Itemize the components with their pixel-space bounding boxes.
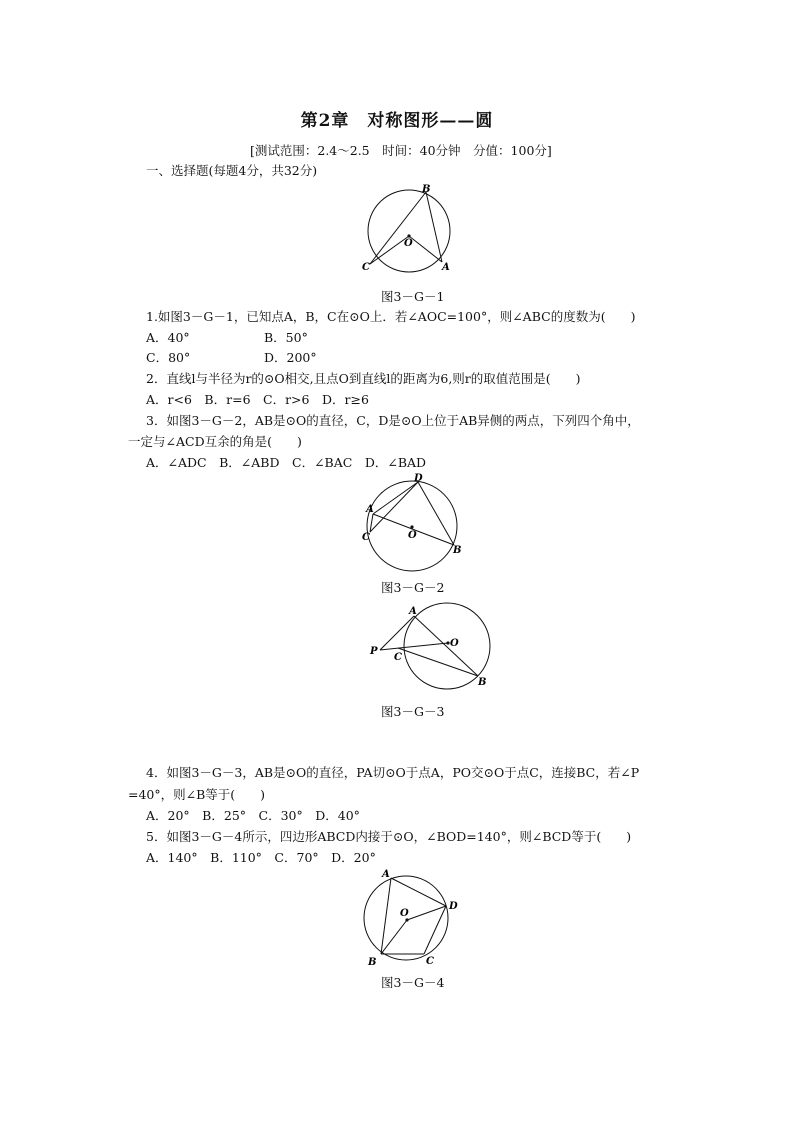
figure-3-g-1	[360, 184, 480, 294]
label-c: C	[362, 532, 370, 543]
figure-2-caption: 图3－G－2	[381, 580, 445, 595]
figure-1-caption: 图3－G－1	[381, 289, 445, 304]
question-2-stem: 2．直线l与半径为r的⊙O相交,且点O到直线l的距离为6,则r的取值范围是( )	[146, 371, 581, 386]
question-3-options: A．∠ADC B．∠ABD C．∠BAC D．∠BAD	[146, 455, 427, 470]
segment-cb	[398, 648, 478, 676]
question-2-options: A．r<6 B．r=6 C．r>6 D．r≥6	[146, 392, 369, 407]
segment-bc	[370, 192, 426, 264]
segment-cd	[370, 482, 418, 532]
question-5-options: A．140° B．110° C．70° D．20°	[146, 850, 376, 865]
question-4-stem-line2: =40°，则∠B等于( )	[128, 787, 266, 802]
label-c: C	[362, 262, 370, 273]
label-b: B	[453, 545, 462, 556]
question-1-stem: 1.如图3－G－1，已知点A，B，C在⊙O上．若∠AOC=100°，则∠ABC的度数为( )	[146, 309, 636, 324]
question-3-stem-line1: 3．如图3－G－2，AB是⊙O的直径，C，D是⊙O上位于AB异侧的两点，下列四个角中，	[146, 413, 640, 428]
label-d: D	[414, 473, 423, 484]
circle	[368, 190, 450, 272]
center-point	[410, 525, 413, 528]
segment-pa	[380, 616, 414, 650]
segment-ad	[373, 482, 418, 514]
figure-3-g-4	[358, 868, 468, 968]
section-heading: 一、选择题(每题4分，共32分)	[146, 163, 318, 178]
label-o: O	[408, 530, 417, 541]
label-c: C	[426, 956, 434, 967]
segment-po	[380, 643, 448, 650]
question-1-option-b: B．50°	[264, 330, 308, 345]
label-a: A	[409, 606, 417, 617]
question-1-option-a: A．40°	[146, 330, 190, 345]
label-d: D	[449, 901, 458, 912]
question-1-option-d: D．200°	[264, 350, 317, 365]
question-3-stem-line2: 一定与∠ACD互余的角是( )	[128, 434, 302, 449]
label-a: A	[442, 262, 450, 273]
figure-3-g-2	[360, 472, 470, 572]
segment-db	[418, 482, 454, 545]
label-a: A	[382, 869, 390, 880]
label-o: O	[400, 908, 409, 919]
question-1-option-c: C．80°	[146, 350, 191, 365]
label-b: B	[368, 957, 377, 968]
label-c: C	[394, 652, 402, 663]
label-o: O	[404, 238, 413, 249]
label-o: O	[450, 638, 459, 649]
label-b: B	[422, 184, 431, 195]
page-title: 第2章 对称图形——圆	[300, 111, 494, 131]
test-meta: [测试范围：2.4～2.5 时间：40分钟 分值：100分]	[250, 143, 552, 158]
label-b: B	[478, 677, 487, 688]
figure-3-caption: 图3－G－3	[381, 704, 445, 719]
question-4-options: A．20° B．25° C．30° D．40°	[146, 808, 360, 823]
question-5-stem: 5．如图3－G－4所示，四边形ABCD内接于⊙O，∠BOD=140°，则∠BCD等于( )	[146, 829, 632, 844]
figure-3-g-3	[368, 602, 498, 698]
question-4-stem-line1: 4．如图3－G－3，AB是⊙O的直径，PA切⊙O于点A，PO交⊙O于点C，连接BC，若∠P	[146, 765, 640, 780]
segment-ad	[391, 878, 446, 906]
label-p: P	[370, 646, 378, 657]
figure-4-caption: 图3－G－4	[381, 975, 445, 990]
label-a: A	[366, 504, 374, 515]
